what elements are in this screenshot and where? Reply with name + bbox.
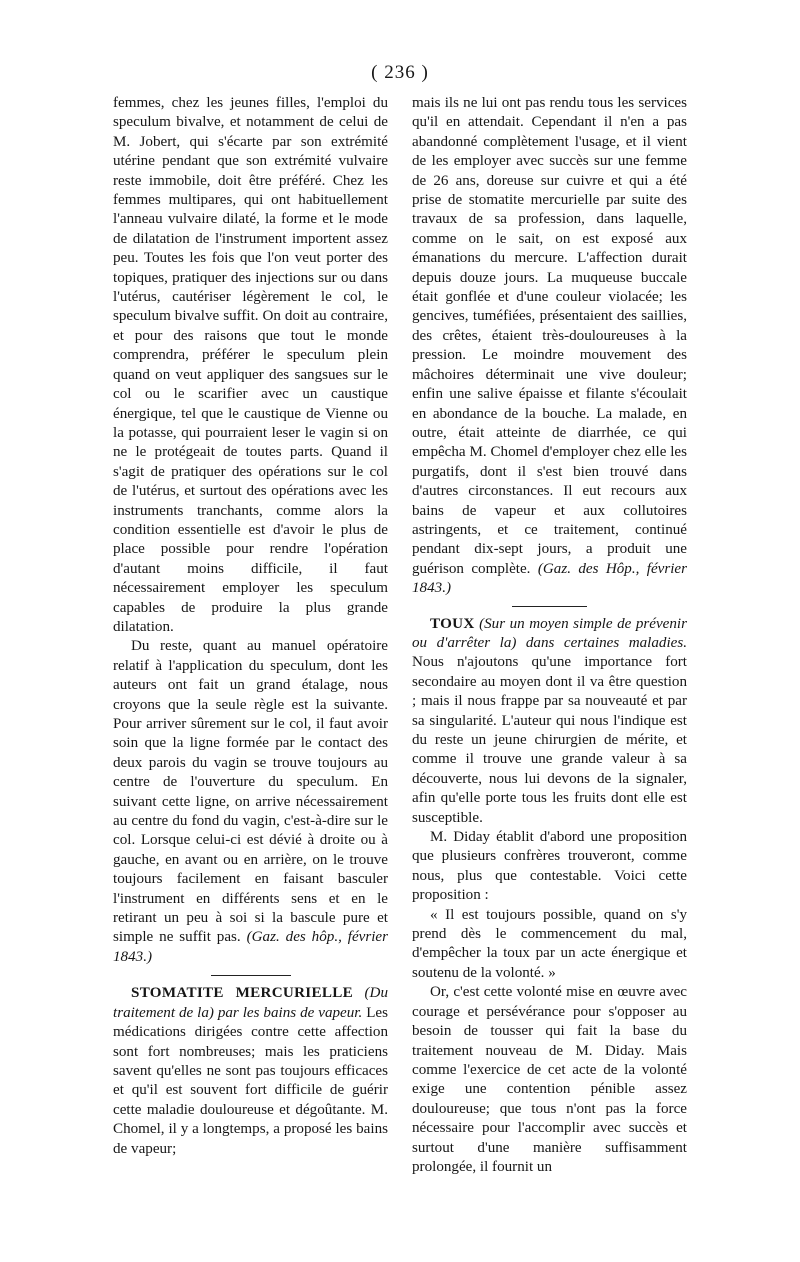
right-column bbox=[412, 94, 687, 1177]
paragraph: Or, c'est cette volonté mise en œuvre avec courage et persévérance pour s'opposer au besoin de tousser qui fait la base du traitement nouveau de M. Diday. Mais comme l'exercice de cet acte de la volonté exige une contention pénible assez douloureuse; que tous n'ont pas la force nécessaire pour l'accomplir avec succès et surtout d'une manière suffisamment prolongée, il fournit un bbox=[412, 984, 687, 1175]
paragraph bbox=[113, 637, 388, 967]
article-subtitle: (Sur un moyen simple de prévenir ou d'arrêter la) dans certaines maladies. bbox=[412, 615, 687, 651]
article-stomatite bbox=[113, 984, 388, 1159]
quotation: « Il est toujours possible, quand on s'y prend dès le commencement du mal, d'empêcher la toux par un acte énergique et soutenu de la volonté. » bbox=[412, 906, 687, 981]
article-text: Les médications dirigées contre cette affection sont fort nombreuses; mais les praticiens savent qu'elles ne sont pas toujours efficaces et qu'il est souvent fort difficile de guérir cette maladie douloureuse et dégoûtante. M. Chomel, il y a longtemps, a proposé les bains de vapeur; bbox=[113, 1004, 388, 1157]
citation: (Gaz. des Hôp., février 1843.) bbox=[412, 560, 687, 597]
paragraph: femmes, chez les jeunes filles, l'emploi du speculum bivalve, et notamment de celui de M. Jobert, qui s'écarte par son extrémité utérine pendant que son extrémité vulvaire reste immobile, doit être préféré. Chez les femmes multipares, qui ont habituellement l'anneau vulvaire dilaté, la forme et le mode de dilatation de l'instrument importent assez peu. Toutes les fois que l'on veut porter des topiques, pratiquer des injections sur ou dans l'utérus, cautériser légèrement le col, le speculum bivalve suffit. On doit au contraire, et pour des raisons que tout le monde comprendra, préférer le speculum plein quand on veut appliquer des sangsues sur le col ou le scarifier avec un caustique énergique, tel que le caustique de Vienne ou la potasse, qui pourraient leser le vagin si on ne le protégeait de toutes parts. Quand il s'agit de pratiquer des opérations sur le col de l'utérus, et surtout des opérations avec les instruments tranchants, comme alors la condition essentielle est d'avoir le plus de place possible pour rendre l'opération d'autant moins difficile, il faut nécessairement employer les speculum capables de produire la plus grande dilatation. bbox=[113, 95, 388, 635]
section-divider bbox=[512, 606, 587, 607]
page-number: ( 236 ) bbox=[371, 62, 429, 83]
paragraph bbox=[412, 94, 687, 599]
article-toux bbox=[412, 615, 687, 828]
paragraph-text: Du reste, quant au manuel opératoire relatif à l'application du speculum, dont les auteurs ont fait un grand étalage, nous croyons que la seule règle est la suivante. Pour arriver sûrement sur le col, il faut avoir soin que la ligne formée par le contact des deux parois du vagin se trouve toujours au centre de l'ouverture du speculum. En suivant cette ligne, on arrive nécessairement au centre du fond du vagin, c'est-à-dire sur le col. Lorsque celui-ci est dévié à droite ou à gauche, en avant ou en arrière, on le trouve toujours facilement en faisant basculer l'instrument en différents sens et en le retirant un peu à soi si la bascule pure et simple ne suffit pas. bbox=[113, 638, 388, 946]
article-heading: STOMATITE MERCURIELLE bbox=[131, 985, 353, 1002]
article-subtitle: (Du traitement de la) par les bains de vapeur. bbox=[113, 985, 388, 1021]
paragraph: M. Diday établit d'abord une proposition que plusieurs confrères trouveront, comme nous, plus que contestable. Voici cette proposition : bbox=[412, 829, 687, 904]
section-divider bbox=[211, 975, 291, 976]
paragraph-text: mais ils ne lui ont pas rendu tous les services qu'il en attendait. Cependant il n'en a pas abandonné complètement l'usage, et il vient de les employer avec succès sur une femme de 26 ans, doreuse sur cuivre et qui a été prise de stomatite mercurielle par suite des travaux de sa profession, dans laquelle, comme on le sait, on est exposé aux émanations du mercure. L'affection durait depuis douze jours. La muqueuse buccale était gonflée et d'une couleur violacée; les gencives, tuméfiées, présentaient des saillies, des crêtes, étaient très-douloureuses à la pression. Le moindre mouvement des mâchoires déterminait une vive douleur; enfin une salive épaisse et filante s'écoulait en abondance de la bouche. La malade, en outre, était atteinte de diarrhée, ce qui empêcha M. Chomel d'employer chez elle les purgatifs, dont il s'est bien trouvé dans d'autres circonstances. Il eut recours aux bains de vapeur et aux collutoires astringents, et ce traitement, continué pendant dix-sept jours, a produit une guérison complète. bbox=[412, 95, 687, 577]
citation: (Gaz. des hôp., février 1843.) bbox=[113, 929, 389, 965]
article-heading: TOUX bbox=[430, 615, 475, 632]
left-column bbox=[113, 94, 388, 1159]
article-text: Nous n'ajoutons qu'une importance fort secondaire au moyen dont il va être question ; mais il nous frappe par sa nouveauté et par sa singularité. L'auteur qui nous l'indique est du reste un jeune chirurgien de mérite, et comme il trouve une grande valeur à sa découverte, nous lui devons de la signaler, afin qu'elle porte tous les fruits dont elle est susceptible. bbox=[412, 654, 687, 826]
